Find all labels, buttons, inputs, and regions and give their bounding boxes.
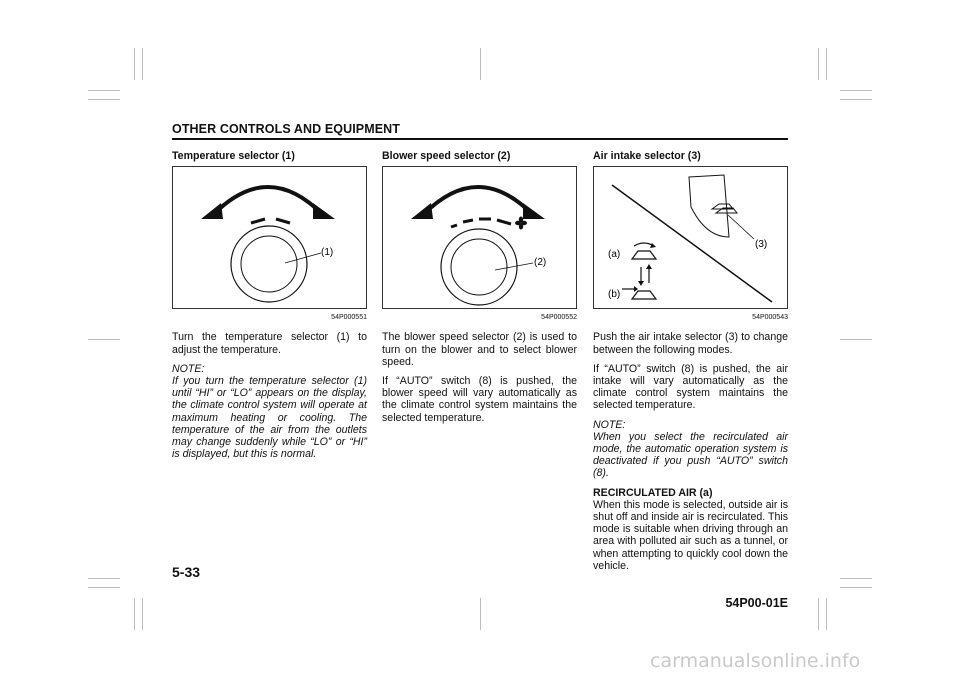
switch-arrows-icon: [638, 264, 652, 286]
crop-mark: [840, 339, 872, 340]
air-intake-figure: [593, 166, 788, 309]
crop-mark: [88, 587, 120, 588]
blower-para-2: If “AUTO” switch (8) is pushed, the blower speed will vary automatically as the climate control system maintains the selected temperature.: [382, 375, 577, 424]
watermark: carmanualsonline.info: [650, 650, 861, 672]
temperature-para: Turn the temperature selector (1) to adjust the temperature.: [172, 331, 367, 356]
section-header: OTHER CONTROLS AND EQUIPMENT: [172, 122, 401, 136]
crop-mark: [818, 598, 819, 630]
callout-2: (2): [534, 257, 547, 269]
callout-3: (3): [755, 239, 768, 251]
document-code: 54P00-01E: [725, 596, 788, 610]
recirculated-air-icon: [632, 243, 656, 259]
column-temperature: [172, 150, 367, 467]
crop-mark: [840, 578, 872, 579]
crop-mark: [480, 48, 481, 80]
crop-mark: [840, 90, 872, 91]
recirculated-air-heading: RECIRCULATED AIR (a): [593, 486, 713, 499]
air-intake-para-2: If “AUTO” switch (8) is pushed, the air intake will vary automatically as the climate control system maintains the selected temperature.: [593, 362, 788, 412]
air-intake-illustration: [594, 167, 787, 308]
blower-figure: [382, 166, 577, 309]
crop-mark: [840, 587, 872, 588]
fresh-air-icon: [622, 286, 656, 299]
crop-mark: [480, 598, 481, 630]
air-intake-heading: Air intake selector (3): [593, 150, 701, 162]
label-b: (b): [608, 289, 621, 301]
blower-figure-code: 54P000552: [541, 314, 577, 322]
crop-mark: [142, 48, 143, 80]
crop-mark: [818, 48, 819, 80]
temperature-note: If you turn the temperature selector (1) until “HI” or “LO” appears on the display, the climate control system will operate at maximum heating or cooling. The temperature of the air from the outlets may change suddenly while “LO” or “HI” is displayed, but this is normal.: [172, 375, 367, 461]
air-intake-para-3: When this mode is selected, outside air is shut off and inside air is recirculated. This mode is suitable when driving through an area with polluted air such as a tunnel, or when attempting to quickly cool down the vehicle.: [593, 498, 788, 572]
crop-mark: [826, 598, 827, 630]
header-rule: [172, 138, 788, 140]
temperature-figure: [172, 166, 367, 309]
page-number: 5-33: [172, 564, 201, 580]
callout-1: (1): [321, 247, 334, 259]
crop-mark: [826, 48, 827, 80]
crop-mark: [88, 578, 120, 579]
crop-mark: [134, 48, 135, 80]
crop-mark: [88, 99, 120, 100]
blower-para-1: The blower speed selector (2) is used to turn on the blower and to select blower speed.: [382, 331, 577, 368]
temperature-figure-code: 54P000551: [331, 314, 367, 322]
air-intake-figure-code: 54P000543: [752, 314, 788, 322]
crop-mark: [840, 99, 872, 100]
crop-mark: [88, 90, 120, 91]
crop-mark: [88, 339, 120, 340]
blower-dial-illustration: [383, 167, 576, 308]
column-air-intake: [593, 150, 788, 579]
temperature-dial-illustration: [173, 167, 366, 308]
crop-mark: [134, 598, 135, 630]
label-a: (a): [608, 249, 621, 261]
temperature-note-label: NOTE:: [172, 362, 205, 375]
temperature-heading: Temperature selector (1): [172, 150, 295, 162]
blower-heading: Blower speed selector (2): [382, 150, 511, 162]
air-intake-note: When you select the recirculated air mode, the automatic operation system is deactivated if you push “AUTO” switch (8).: [593, 430, 788, 480]
column-blower: [382, 150, 577, 431]
air-intake-para-1: Push the air intake selector (3) to change between the following modes.: [593, 331, 788, 356]
crop-mark: [142, 598, 143, 630]
air-intake-note-label: NOTE:: [593, 418, 626, 431]
